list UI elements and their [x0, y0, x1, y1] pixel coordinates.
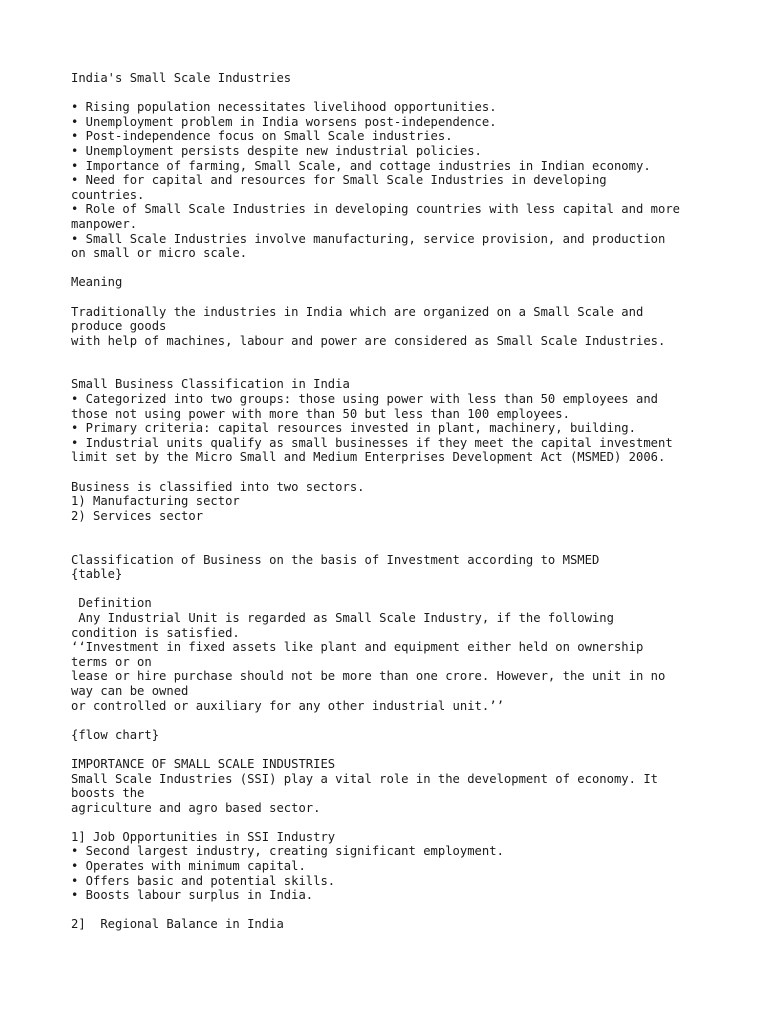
- classification-list: [71, 392, 738, 465]
- meaning-heading: Meaning: [71, 275, 123, 290]
- list-item: • Unemployment persists despite new industrial policies.: [71, 143, 482, 158]
- regional-heading: 2] Regional Balance in India: [71, 917, 284, 932]
- intro-bullet-list: [71, 100, 738, 261]
- meaning-paragraph: [71, 305, 738, 349]
- paragraph-line: lease or hire purchase should not be more than one crore. However, the unit in no: [71, 669, 666, 684]
- paragraph-line: Any Industrial Unit is regarded as Small Scale Industry, if the following: [71, 610, 614, 625]
- sector-item: 1) Manufacturing sector: [71, 494, 240, 509]
- paragraph-line: produce goods: [71, 319, 167, 334]
- classification-heading: Small Business Classification in India: [71, 377, 350, 392]
- jobs-heading: 1] Job Opportunities in SSI Industry: [71, 829, 336, 844]
- paragraph-line: boosts the: [71, 786, 145, 801]
- list-item-continuation: limit set by the Micro Small and Medium Enterprises Development Act (MSMED) 2006.: [71, 450, 666, 465]
- importance-heading: IMPORTANCE OF SMALL SCALE INDUSTRIES: [71, 756, 336, 771]
- jobs-bullet-list: [71, 844, 738, 902]
- table-placeholder: {table}: [71, 567, 123, 582]
- list-item: • Categorized into two groups: those using power with less than 50 employees and: [71, 392, 658, 407]
- paragraph-line: way can be owned: [71, 683, 189, 698]
- paragraph-line: Small Scale Industries (SSI) play a vital role in the development of economy. It: [71, 771, 658, 786]
- list-item: • Primary criteria: capital resources invested in plant, machinery, building.: [71, 421, 636, 436]
- list-item: • Importance of farming, Small Scale, and cottage industries in Indian economy.: [71, 158, 651, 173]
- list-item: • Post-independence focus on Small Scale industries.: [71, 129, 453, 144]
- list-item-continuation: on small or micro scale.: [71, 246, 248, 261]
- list-item: • Boosts labour surplus in India.: [71, 888, 314, 903]
- list-item: • Small Scale Industries involve manufacturing, service provision, and production: [71, 231, 666, 246]
- list-item: • Unemployment problem in India worsens post-independence.: [71, 114, 497, 129]
- paragraph-line: or controlled or auxiliary for any other industrial unit.’’: [71, 698, 504, 713]
- paragraph-line: Traditionally the industries in India which are organized on a Small Scale and: [71, 304, 644, 319]
- list-item-continuation: countries.: [71, 187, 145, 202]
- list-item: • Rising population necessitates livelihood opportunities.: [71, 100, 497, 115]
- paragraph-line: terms or on: [71, 654, 152, 669]
- definition-heading: Definition: [71, 596, 152, 611]
- list-item: • Second largest industry, creating significant employment.: [71, 844, 504, 859]
- paragraph-line: ‘‘Investment in fixed assets like plant and equipment either held on ownership: [71, 640, 644, 655]
- list-item-continuation: those not using power with more than 50 but less than 100 employees.: [71, 406, 570, 421]
- sector-item: 2) Services sector: [71, 508, 204, 523]
- paragraph-line: agriculture and agro based sector.: [71, 800, 321, 815]
- list-item-continuation: manpower.: [71, 216, 138, 231]
- flow-chart-placeholder: {flow chart}: [71, 727, 160, 742]
- paragraph-line: with help of machines, labour and power are considered as Small Scale Industries.: [71, 333, 666, 348]
- paragraph-line: condition is satisfied.: [71, 625, 240, 640]
- list-item: • Operates with minimum capital.: [71, 859, 306, 874]
- list-item: • Need for capital and resources for Small Scale Industries in developing: [71, 173, 607, 188]
- document-title: India's Small Scale Industries: [71, 71, 292, 85]
- investment-heading: Classification of Business on the basis of Investment according to MSMED: [71, 552, 600, 567]
- importance-paragraph: [71, 772, 738, 816]
- definition-paragraph: [71, 611, 738, 713]
- list-item: • Offers basic and potential skills.: [71, 873, 336, 888]
- sectors-heading: Business is classified into two sectors.: [71, 479, 365, 494]
- list-item: • Role of Small Scale Industries in developing countries with less capital and more: [71, 202, 681, 217]
- list-item: • Industrial units qualify as small businesses if they meet the capital investment: [71, 435, 673, 450]
